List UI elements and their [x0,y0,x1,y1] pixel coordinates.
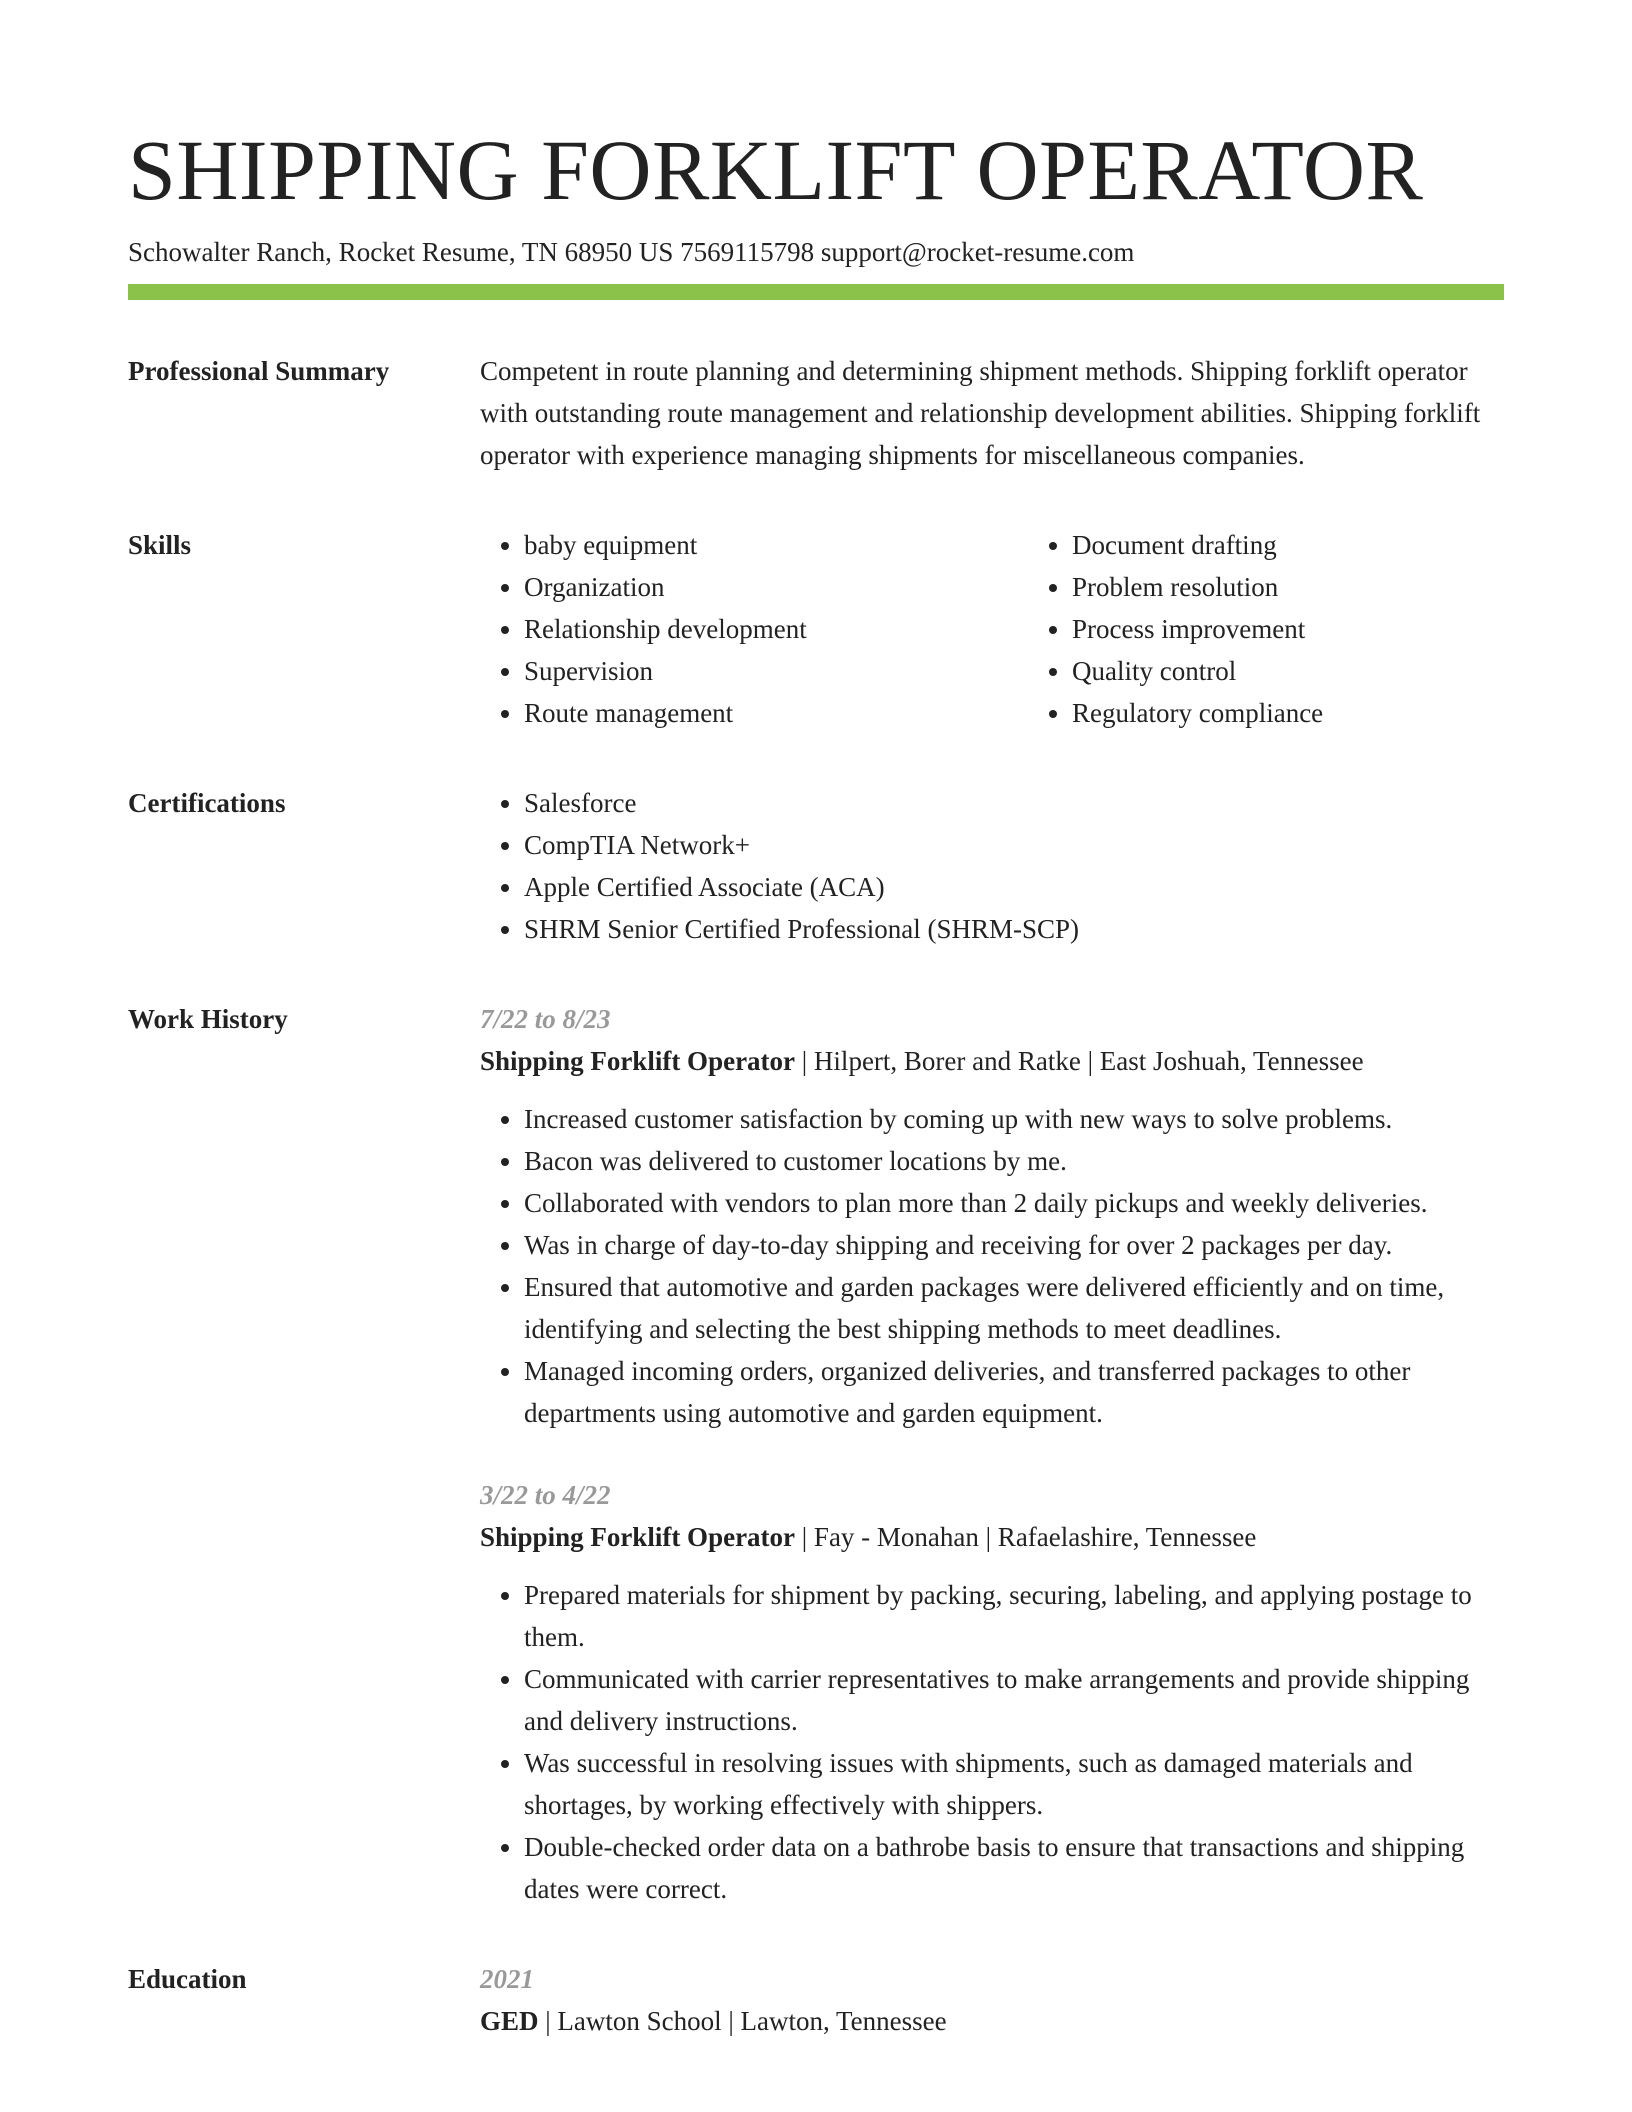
education-line [480,2000,1504,2042]
accent-divider [128,284,1504,300]
certification-item: • CompTIA Network+ [524,824,1504,866]
certification-item: • SHRM Senior Certified Professional (SHRM-SCP) [524,908,1504,950]
job-duty: • Prepared materials for shipment by packing, securing, labeling, and applying postage to them. [524,1574,1504,1658]
job-role-line [480,1040,1504,1082]
skill-item: • Relationship development [524,608,1028,650]
education-school-location: | Lawton School | Lawton, Tennessee [538,2006,947,2036]
skill-item: • baby equipment [524,524,1028,566]
job-duties-list [480,1098,1504,1434]
skills-list-left [480,524,1028,734]
skill-item: • Quality control [1072,650,1323,692]
skill-item: • Organization [524,566,1028,608]
job-duty: • Managed incoming orders, organized deliveries, and transferred packages to other departments using automotive and garden equipment. [524,1350,1504,1434]
job-entry [480,998,1504,1434]
job-duty: • Increased customer satisfaction by coming up with new ways to solve problems. [524,1098,1504,1140]
education-degree: GED [480,2006,539,2036]
job-duty: • Communicated with carrier representatives to make arrangements and provide shipping and delivery instructions. [524,1658,1504,1742]
job-entry [480,1474,1504,1910]
skills-columns [480,524,1504,734]
job-duties-list [480,1574,1504,1910]
contact-line: Schowalter Ranch, Rocket Resume, TN 68950 US 7569115798 support@rocket-resume.com [128,237,1135,267]
certifications-list [480,782,1504,950]
skills-section [128,524,1504,734]
skill-item: • Problem resolution [1072,566,1323,608]
job-title: Shipping Forklift Operator [480,1522,796,1552]
job-duty: • Ensured that automotive and garden packages were delivered efficiently and on time, identifying and selecting the best shipping methods to meet deadlines. [524,1266,1504,1350]
section-label-skills: Skills [128,530,192,560]
job-duty: • Double-checked order data on a bathrobe basis to ensure that transactions and shipping dates were correct. [524,1826,1504,1910]
certifications-section [128,782,1504,950]
education-date: 2021 [480,1964,534,1994]
job-duty: • Was successful in resolving issues with shipments, such as damaged materials and shortages, by working effectively with shippers. [524,1742,1504,1826]
skill-item: • Supervision [524,650,1028,692]
job-title: Shipping Forklift Operator [480,1046,796,1076]
job-employer-location: | Hilpert, Borer and Ratke | East Joshuah, Tennessee [795,1046,1364,1076]
certification-item: • Apple Certified Associate (ACA) [524,866,1504,908]
skill-item: • Document drafting [1072,524,1323,566]
certification-item: • Salesforce [524,782,1504,824]
section-label-summary: Professional Summary [128,356,390,386]
education-section [128,1958,1504,2042]
work-history-section [128,998,1504,1910]
section-label-education: Education [128,1964,247,1994]
summary-section [128,350,1504,476]
job-duty: • Was in charge of day-to-day shipping and receiving for over 2 packages per day. [524,1224,1504,1266]
section-label-work-history: Work History [128,1004,288,1034]
candidate-name: SHIPPING FORKLIFT OPERATOR [128,122,1424,218]
job-duty: • Bacon was delivered to customer locations by me. [524,1140,1504,1182]
job-date: 3/22 to 4/22 [480,1480,611,1510]
job-role-line [480,1516,1504,1558]
skills-list-right [1028,524,1323,734]
job-duty: • Collaborated with vendors to plan more than 2 daily pickups and weekly deliveries. [524,1182,1504,1224]
skill-item: • Route management [524,692,1028,734]
section-label-certifications: Certifications [128,788,286,818]
summary-text: Competent in route planning and determining shipment methods. Shipping forklift operator with outstanding route management and relationship development abilities. Shipping forklift operator with experience managing shipments for miscellaneous companies. [480,356,1481,470]
skill-item: • Regulatory compliance [1072,692,1323,734]
job-date: 7/22 to 8/23 [480,1004,611,1034]
skill-item: • Process improvement [1072,608,1323,650]
job-employer-location: | Fay - Monahan | Rafaelashire, Tennessee [795,1522,1257,1552]
